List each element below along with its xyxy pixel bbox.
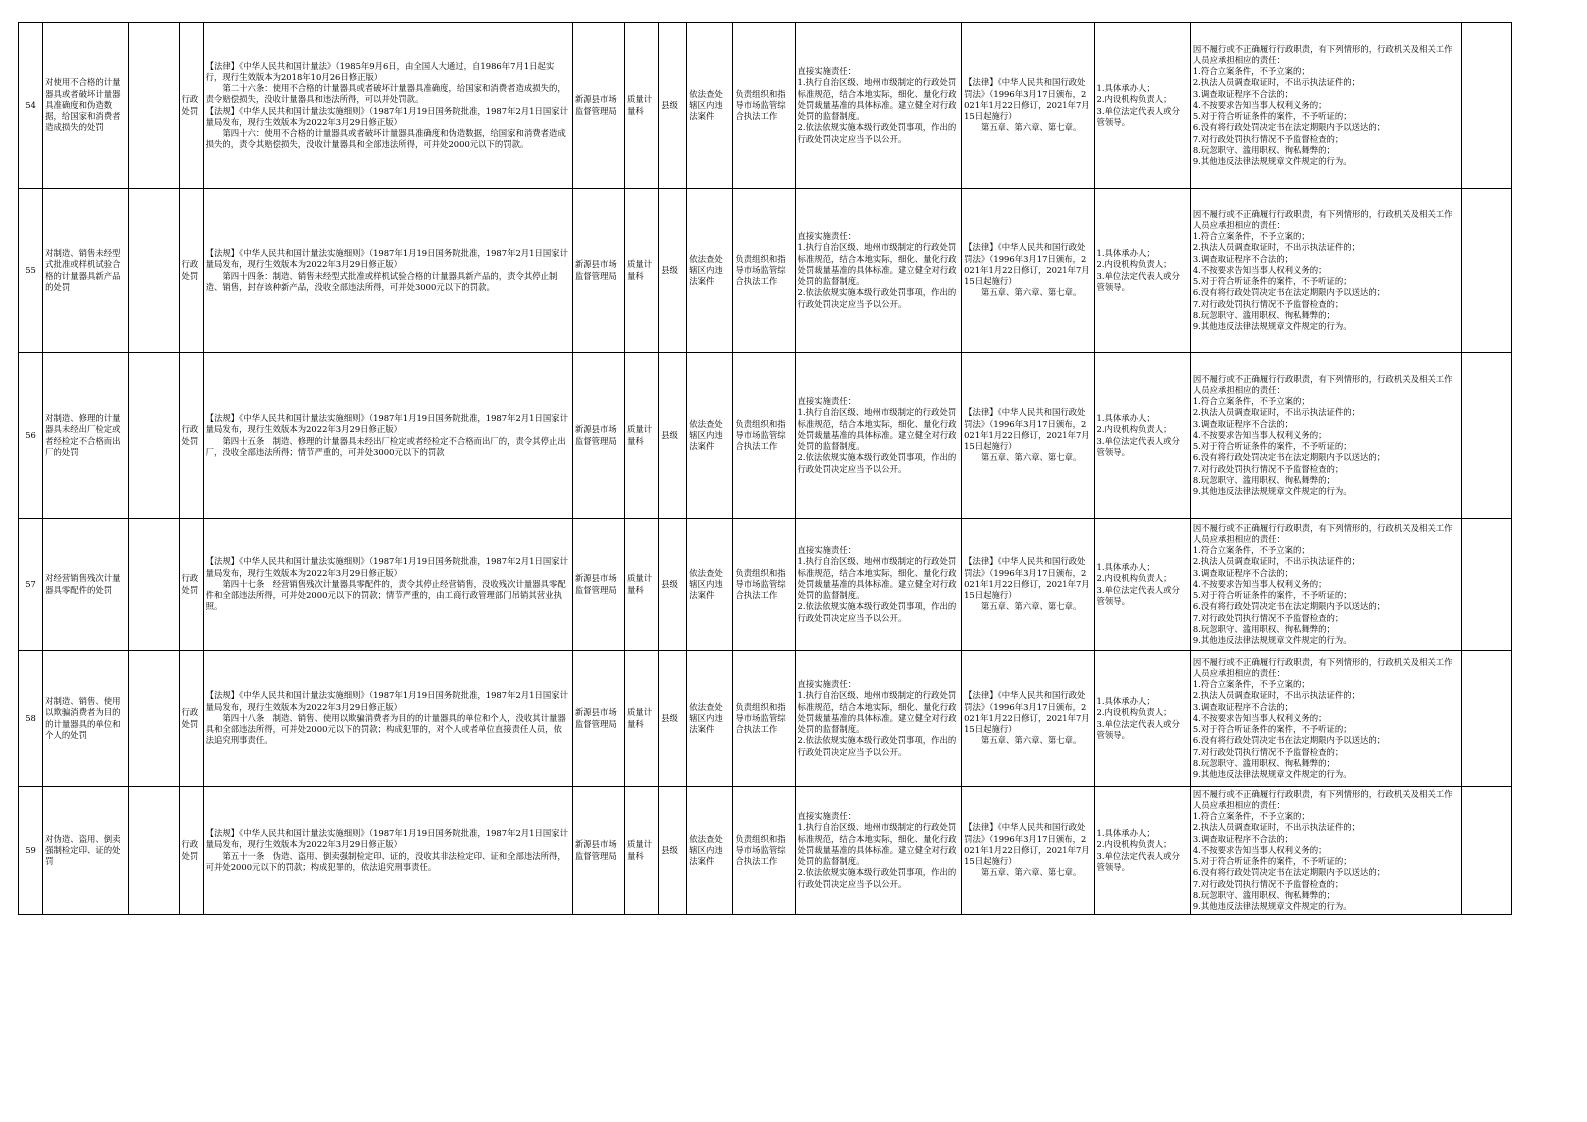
category-cell: 行政处罚 (179, 23, 203, 189)
item-name-cell: 对经营销售残次计量器具零配件的处罚 (43, 519, 129, 651)
level-cell: 县级 (659, 189, 687, 353)
table-row (19, 353, 1512, 519)
duty-basis-cell: 【法律】《中华人民共和国行政处罚法》（1996年3月17日颁布，2021年1月22日修订，2021年7月15日起施行） 第五章、第六章、第七章。 (962, 519, 1094, 651)
level-cell: 县级 (659, 23, 687, 189)
legal-basis-cell: 【法律】《中华人民共和国计量法》（1985年9月6日，由全国人大通过，自1986年7月1日起实行，现行生效版本为2018年10月26日修正版） 第二十六条：使用不合格的计量器具或者破坏计量器具准确度，给国家和消费者造成损失的，责令赔偿损失，没收计量器具和违法所得，可以并处罚款。 【法规】《中华人民共和国计量法实施细则》（1987年1月19日国务院批准，1987年2月1日国家计量局发布，现行生效版本为2022年3月29日修正版） 第四十六：使用不合格的计量器具或者破坏计量器具准确度和伪造数据，给国家和消费者造成损失的，责令其赔偿损失，没收计量器具和全部违法所得，可并处2000元以下的罚款。 (203, 23, 572, 189)
remark-cell (1461, 519, 1511, 651)
duty-list-table (18, 22, 1512, 915)
legal-basis-cell: 【法规】《中华人民共和国计量法实施细则》（1987年1月19日国务院批准，1987年2月1日国家计量局发布，现行生效版本为2022年3月29日修正版） 第四十八条 制造、销售、使用以欺骗消费者为目的的计量器具的单位和个人，没收其计量器具和全部违法所得，可并处2000元以下的罚款；构成犯罪的，对个人或者单位直接责任人员，依法追究刑事责任。 (203, 651, 572, 787)
implementing-body-cell: 新源县市场监督管理局 (572, 189, 624, 353)
sub-item-cell (129, 787, 179, 915)
responsible-subject-cell: 1.具体承办人； 2.内设机构负责人； 3.单位法定代表人或分管领导。 (1094, 519, 1190, 651)
sub-item-cell (129, 651, 179, 787)
accountability-cell: 因不履行或不正确履行行政职责，有下列情形的，行政机关及相关工作人员应承担相应的责任： 1.符合立案条件，不予立案的； 2.执法人员调查取证时，不出示执法证件的； 3.调查取证程序不合法的； 4.不按要求告知当事人权利义务的； 5.对于符合听证条件的案件，不予听证的； 6.没有将行政处罚决定书在法定期限内予以送达的； 7.对行政处罚执行情况不予监督检查的； 8.玩忽职守、滥用职权、徇私舞弊的； 9.其他违反法律法规规章文件规定的行为。 (1190, 353, 1461, 519)
responsibility-cell: 负责组织和指导市场监管综合执法工作 (733, 23, 795, 189)
implementing-body-cell: 新源县市场监督管理局 (572, 353, 624, 519)
duty-items-cell: 直接实施责任： 1.执行自治区级、地州市级制定的行政处罚标准规范，结合本地实际，细化、量化行政处罚裁量基准的具体标准。建立健全对行政处罚的监督制度。 2.依法依规实施本级行政处罚事项，作出的行政处罚决定应当予以公开。 (795, 787, 962, 915)
table-row (19, 23, 1512, 189)
scope-cell: 依法查处辖区内违法案件 (687, 787, 733, 915)
duty-basis-cell: 【法律】《中华人民共和国行政处罚法》（1996年3月17日颁布，2021年1月22日修订，2021年7月15日起施行） 第五章、第六章、第七章。 (962, 787, 1094, 915)
responsible-dept-cell: 质量计量科 (625, 189, 659, 353)
implementing-body-cell: 新源县市场监督管理局 (572, 787, 624, 915)
remark-cell (1461, 787, 1511, 915)
duty-basis-cell: 【法律】《中华人民共和国行政处罚法》（1996年3月17日颁布，2021年1月22日修订，2021年7月15日起施行） 第五章、第六章、第七章。 (962, 353, 1094, 519)
responsibility-cell: 负责组织和指导市场监管综合执法工作 (733, 189, 795, 353)
table-row (19, 787, 1512, 915)
row-number-cell: 57 (19, 519, 43, 651)
duty-items-cell: 直接实施责任： 1.执行自治区级、地州市级制定的行政处罚标准规范，结合本地实际，细化、量化行政处罚裁量基准的具体标准。建立健全对行政处罚的监督制度。 2.依法依规实施本级行政处罚事项，作出的行政处罚决定应当予以公开。 (795, 519, 962, 651)
category-cell: 行政处罚 (179, 787, 203, 915)
responsibility-cell: 负责组织和指导市场监管综合执法工作 (733, 651, 795, 787)
item-name-cell: 对制造、修理的计量器具未经出厂检定或者经检定不合格而出厂的处罚 (43, 353, 129, 519)
row-number-cell: 59 (19, 787, 43, 915)
accountability-cell: 因不履行或不正确履行行政职责，有下列情形的，行政机关及相关工作人员应承担相应的责任： 1.符合立案条件，不予立案的； 2.执法人员调查取证时，不出示执法证件的； 3.调查取证程序不合法的； 4.不按要求告知当事人权利义务的； 5.对于符合听证条件的案件，不予听证的； 6.没有将行政处罚决定书在法定期限内予以送达的； 7.对行政处罚执行情况不予监督检查的； 8.玩忽职守、滥用职权、徇私舞弊的； 9.其他违反法律法规规章文件规定的行为。 (1190, 651, 1461, 787)
item-name-cell: 对制造、销售、使用以欺骗消费者为目的的计量器具的单位和个人的处罚 (43, 651, 129, 787)
responsibility-cell: 负责组织和指导市场监管综合执法工作 (733, 519, 795, 651)
item-name-cell: 对制造、销售未经型式批准或样机试验合格的计量器具新产品的处罚 (43, 189, 129, 353)
accountability-cell: 因不履行或不正确履行行政职责，有下列情形的，行政机关及相关工作人员应承担相应的责任： 1.符合立案条件，不予立案的； 2.执法人员调查取证时，不出示执法证件的； 3.调查取证程序不合法的； 4.不按要求告知当事人权利义务的； 5.对于符合听证条件的案件，不予听证的； 6.没有将行政处罚决定书在法定期限内予以送达的； 7.对行政处罚执行情况不予监督检查的； 8.玩忽职守、滥用职权、徇私舞弊的； 9.其他违反法律法规规章文件规定的行为。 (1190, 519, 1461, 651)
level-cell: 县级 (659, 519, 687, 651)
scope-cell: 依法查处辖区内违法案件 (687, 23, 733, 189)
legal-basis-cell: 【法规】《中华人民共和国计量法实施细则》（1987年1月19日国务院批准，1987年2月1日国家计量局发布，现行生效版本为2022年3月29日修正版） 第四十五条 制造、修理的计量器具未经出厂检定或者经检定不合格而出厂的，责令其停止出厂，没收全部违法所得；情节严重的，可并处3000元以下的罚款 (203, 353, 572, 519)
sub-item-cell (129, 519, 179, 651)
duty-items-cell: 直接实施责任： 1.执行自治区级、地州市级制定的行政处罚标准规范，结合本地实际，细化、量化行政处罚裁量基准的具体标准。建立健全对行政处罚的监督制度。 2.依法依规实施本级行政处罚事项，作出的行政处罚决定应当予以公开。 (795, 23, 962, 189)
duty-items-cell: 直接实施责任： 1.执行自治区级、地州市级制定的行政处罚标准规范，结合本地实际，细化、量化行政处罚裁量基准的具体标准。建立健全对行政处罚的监督制度。 2.依法依规实施本级行政处罚事项，作出的行政处罚决定应当予以公开。 (795, 353, 962, 519)
scope-cell: 依法查处辖区内违法案件 (687, 651, 733, 787)
legal-basis-cell: 【法规】《中华人民共和国计量法实施细则》（1987年1月19日国务院批准，1987年2月1日国家计量局发布，现行生效版本为2022年3月29日修正版） 第五十一条 伪造、盗用、倒卖强制检定印、证的，没收其非法检定印、证和全部违法所得，可并处2000元以下的罚款；构成犯罪的，依法追究刑事责任。 (203, 787, 572, 915)
category-cell: 行政处罚 (179, 189, 203, 353)
duty-basis-cell: 【法律】《中华人民共和国行政处罚法》（1996年3月17日颁布，2021年1月22日修订，2021年7月15日起施行） 第五章、第六章、第七章。 (962, 23, 1094, 189)
level-cell: 县级 (659, 651, 687, 787)
scope-cell: 依法查处辖区内违法案件 (687, 353, 733, 519)
duty-items-cell: 直接实施责任： 1.执行自治区级、地州市级制定的行政处罚标准规范，结合本地实际，细化、量化行政处罚裁量基准的具体标准。建立健全对行政处罚的监督制度。 2.依法依规实施本级行政处罚事项，作出的行政处罚决定应当予以公开。 (795, 189, 962, 353)
implementing-body-cell: 新源县市场监督管理局 (572, 519, 624, 651)
accountability-cell: 因不履行或不正确履行行政职责，有下列情形的，行政机关及相关工作人员应承担相应的责任： 1.符合立案条件，不予立案的； 2.执法人员调查取证时，不出示执法证件的； 3.调查取证程序不合法的； 4.不按要求告知当事人权利义务的； 5.对于符合听证条件的案件，不予听证的； 6.没有将行政处罚决定书在法定期限内予以送达的； 7.对行政处罚执行情况不予监督检查的； 8.玩忽职守、滥用职权、徇私舞弊的； 9.其他违反法律法规规章文件规定的行为。 (1190, 189, 1461, 353)
remark-cell (1461, 651, 1511, 787)
remark-cell (1461, 189, 1511, 353)
sub-item-cell (129, 23, 179, 189)
responsible-dept-cell: 质量计量科 (625, 651, 659, 787)
duty-items-cell: 直接实施责任： 1.执行自治区级、地州市级制定的行政处罚标准规范，结合本地实际，细化、量化行政处罚裁量基准的具体标准。建立健全对行政处罚的监督制度。 2.依法依规实施本级行政处罚事项，作出的行政处罚决定应当予以公开。 (795, 651, 962, 787)
implementing-body-cell: 新源县市场监督管理局 (572, 651, 624, 787)
responsible-dept-cell: 质量计量科 (625, 353, 659, 519)
category-cell: 行政处罚 (179, 651, 203, 787)
category-cell: 行政处罚 (179, 519, 203, 651)
responsibility-cell: 负责组织和指导市场监管综合执法工作 (733, 353, 795, 519)
remark-cell (1461, 353, 1511, 519)
accountability-cell: 因不履行或不正确履行行政职责，有下列情形的，行政机关及相关工作人员应承担相应的责任： 1.符合立案条件，不予立案的； 2.执法人员调查取证时，不出示执法证件的； 3.调查取证程序不合法的； 4.不按要求告知当事人权利义务的； 5.对于符合听证条件的案件，不予听证的； 6.没有将行政处罚决定书在法定期限内予以送达的； 7.对行政处罚执行情况不予监督检查的； 8.玩忽职守、滥用职权、徇私舞弊的； 9.其他违反法律法规规章文件规定的行为。 (1190, 787, 1461, 915)
responsible-subject-cell: 1.具体承办人； 2.内设机构负责人； 3.单位法定代表人或分管领导。 (1094, 353, 1190, 519)
row-number-cell: 54 (19, 23, 43, 189)
remark-cell (1461, 23, 1511, 189)
table-row (19, 189, 1512, 353)
responsible-subject-cell: 1.具体承办人； 2.内设机构负责人； 3.单位法定代表人或分管领导。 (1094, 787, 1190, 915)
responsible-dept-cell: 质量计量科 (625, 23, 659, 189)
level-cell: 县级 (659, 787, 687, 915)
row-number-cell: 55 (19, 189, 43, 353)
scope-cell: 依法查处辖区内违法案件 (687, 189, 733, 353)
duty-basis-cell: 【法律】《中华人民共和国行政处罚法》（1996年3月17日颁布，2021年1月22日修订，2021年7月15日起施行） 第五章、第六章、第七章。 (962, 651, 1094, 787)
table-row (19, 651, 1512, 787)
responsible-subject-cell: 1.具体承办人； 2.内设机构负责人； 3.单位法定代表人或分管领导。 (1094, 189, 1190, 353)
item-name-cell: 对使用不合格的计量器具或者破坏计量器具准确度和伪造数据，给国家和消费者造成损失的处罚 (43, 23, 129, 189)
item-name-cell: 对伪造、盗用、倒卖强制检定印、证的处罚 (43, 787, 129, 915)
responsible-subject-cell: 1.具体承办人； 2.内设机构负责人； 3.单位法定代表人或分管领导。 (1094, 23, 1190, 189)
legal-basis-cell: 【法规】《中华人民共和国计量法实施细则》（1987年1月19日国务院批准，1987年2月1日国家计量局发布，现行生效版本为2022年3月29日修正版） 第四十四条：制造、销售未经型式批准或样机试验合格的计量器具新产品的，责令其停止制造、销售，封存该种新产品，没收全部违法所得，可并处3000元以下的罚款。 (203, 189, 572, 353)
responsible-dept-cell: 质量计量科 (625, 519, 659, 651)
sub-item-cell (129, 353, 179, 519)
scope-cell: 依法查处辖区内违法案件 (687, 519, 733, 651)
responsible-dept-cell: 质量计量科 (625, 787, 659, 915)
sub-item-cell (129, 189, 179, 353)
duty-basis-cell: 【法律】《中华人民共和国行政处罚法》（1996年3月17日颁布，2021年1月22日修订，2021年7月15日起施行） 第五章、第六章、第七章。 (962, 189, 1094, 353)
legal-basis-cell: 【法规】《中华人民共和国计量法实施细则》（1987年1月19日国务院批准，1987年2月1日国家计量局发布，现行生效版本为2022年3月29日修正版） 第四十七条 经营销售残次计量器具零配件的，责令其停止经营销售，没收残次计量器具零配件和全部违法所得，可并处2000元以下的罚款；情节严重的，由工商行政管理部门吊销其营业执照。 (203, 519, 572, 651)
row-number-cell: 56 (19, 353, 43, 519)
responsibility-cell: 负责组织和指导市场监管综合执法工作 (733, 787, 795, 915)
implementing-body-cell: 新源县市场监督管理局 (572, 23, 624, 189)
category-cell: 行政处罚 (179, 353, 203, 519)
level-cell: 县级 (659, 353, 687, 519)
row-number-cell: 58 (19, 651, 43, 787)
responsible-subject-cell: 1.具体承办人； 2.内设机构负责人； 3.单位法定代表人或分管领导。 (1094, 651, 1190, 787)
accountability-cell: 因不履行或不正确履行行政职责，有下列情形的，行政机关及相关工作人员应承担相应的责任： 1.符合立案条件，不予立案的； 2.执法人员调查取证时，不出示执法证件的； 3.调查取证程序不合法的； 4.不按要求告知当事人权利义务的； 5.对于符合听证条件的案件，不予听证的； 6.没有将行政处罚决定书在法定期限内予以送达的； 7.对行政处罚执行情况不予监督检查的； 8.玩忽职守、滥用职权、徇私舞弊的； 9.其他违反法律法规规章文件规定的行为。 (1190, 23, 1461, 189)
table-row (19, 519, 1512, 651)
